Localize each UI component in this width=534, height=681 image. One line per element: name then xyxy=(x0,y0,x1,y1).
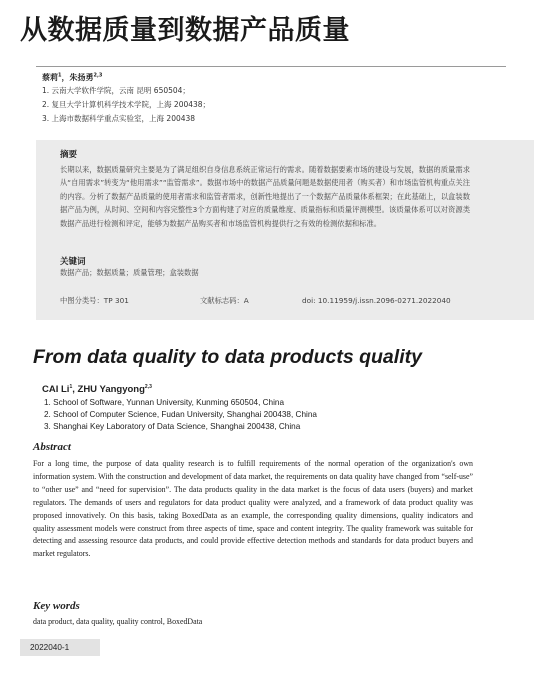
author-en-2: , ZHU Yangyong xyxy=(72,384,145,395)
affiliation-cn-3: 3. 上海市数据科学重点实验室，上海 200438 xyxy=(42,114,196,123)
affiliation-cn-1: 1. 云南大学软件学院，云南 昆明 650504； xyxy=(42,86,190,95)
abstract-cn-text: 长期以来，数据质量研究主要是为了满足组织自身信息系统正常运行的需求。随着数据要素市场的建设与发展，数据的质量需求从“自用需求”转变为“他用需求”“监管需求”。数据市场中的数据产品质量问题是数据使用者（购买者）和市场监管机构重点关注的内容。分析了数据产品质量的使用者需求和监管者需求，创新性地提出了一个数据产品质量体系框架；在此基础上，以盒装数据产品为例，从时间、空间和内容完整性3个方面构建了对应的质量维度、质量指标和质量评测模型。该质量体系可以对资源类数据产品进行检测和评定，能够为数据产品购买者和市场监管机构提供行之有效的检测依据和标准。 xyxy=(60,165,470,228)
abstract-en-text: For a long time, the purpose of data quality research is to fulfill requirements of the normal operation of the organization's own information system. With the construction and development of data market, the requirements on data quality have changed from “self-use” to “other use” and “need for supervision”. The data products quality in the data market is the focus of data users (buyers) and market regulators. The demands of users and regulators for data product quality were analyzed, and a framework of data product quality was proposed innovatively. On this basis, taking BoxedData as an example, the corresponding quality dimensions, quality indicators and quality assessment models were construct from three aspects of time, space and content integrity. The quality framework was suitable for detecting and assessing resource data products, and could provide effective detection methods and standards for data product buyers and market regulators. xyxy=(33,459,473,559)
author-name-2: ，朱扬勇 xyxy=(61,73,94,82)
clc-number: 中图分类号：TP 301 xyxy=(60,296,129,305)
author-en-sup-2: 2,3 xyxy=(144,383,152,390)
document-code: 文献标志码：A xyxy=(200,296,249,305)
affiliation-en-1: 1. School of Software, Yunnan University, Kunming 650504, China xyxy=(44,398,285,407)
abstract-en-label: Abstract xyxy=(33,441,71,453)
keywords-en-label: Key words xyxy=(33,600,80,612)
author-en-sup-1: 1 xyxy=(69,383,73,390)
paper-title-cn: 从数据质量到数据产品质量 xyxy=(20,15,350,46)
keywords-cn-text: 数据产品；数据质量；质量管理；盒装数据 xyxy=(60,268,199,277)
keywords-en-text: data product, data quality, quality control, BoxedData xyxy=(33,617,203,626)
author-name-1: 蔡莉 xyxy=(42,73,58,82)
doi-text: doi: 10.11959/j.issn.2096-0271.2022040 xyxy=(302,296,451,305)
title-divider xyxy=(36,66,506,67)
page-code: 2022040-1 xyxy=(20,639,100,656)
authors-cn xyxy=(42,72,102,83)
author-sup-1: 1 xyxy=(58,72,62,79)
abstract-cn-label: 摘要 xyxy=(60,150,78,160)
author-sup-2: 2,3 xyxy=(93,72,103,79)
paper-title-en: From data quality to data products quality xyxy=(33,346,422,368)
affiliation-en-2: 2. School of Computer Science, Fudan University, Shanghai 200438, China xyxy=(44,410,317,419)
author-en-1: CAI Li xyxy=(42,384,70,395)
authors-en xyxy=(42,384,152,395)
affiliation-cn-2: 2. 复旦大学计算机科学技术学院，上海 200438； xyxy=(42,100,211,109)
keywords-cn-label: 关键词 xyxy=(60,257,86,267)
affiliation-en-3: 3. Shanghai Key Laboratory of Data Science, Shanghai 200438, China xyxy=(44,422,301,431)
